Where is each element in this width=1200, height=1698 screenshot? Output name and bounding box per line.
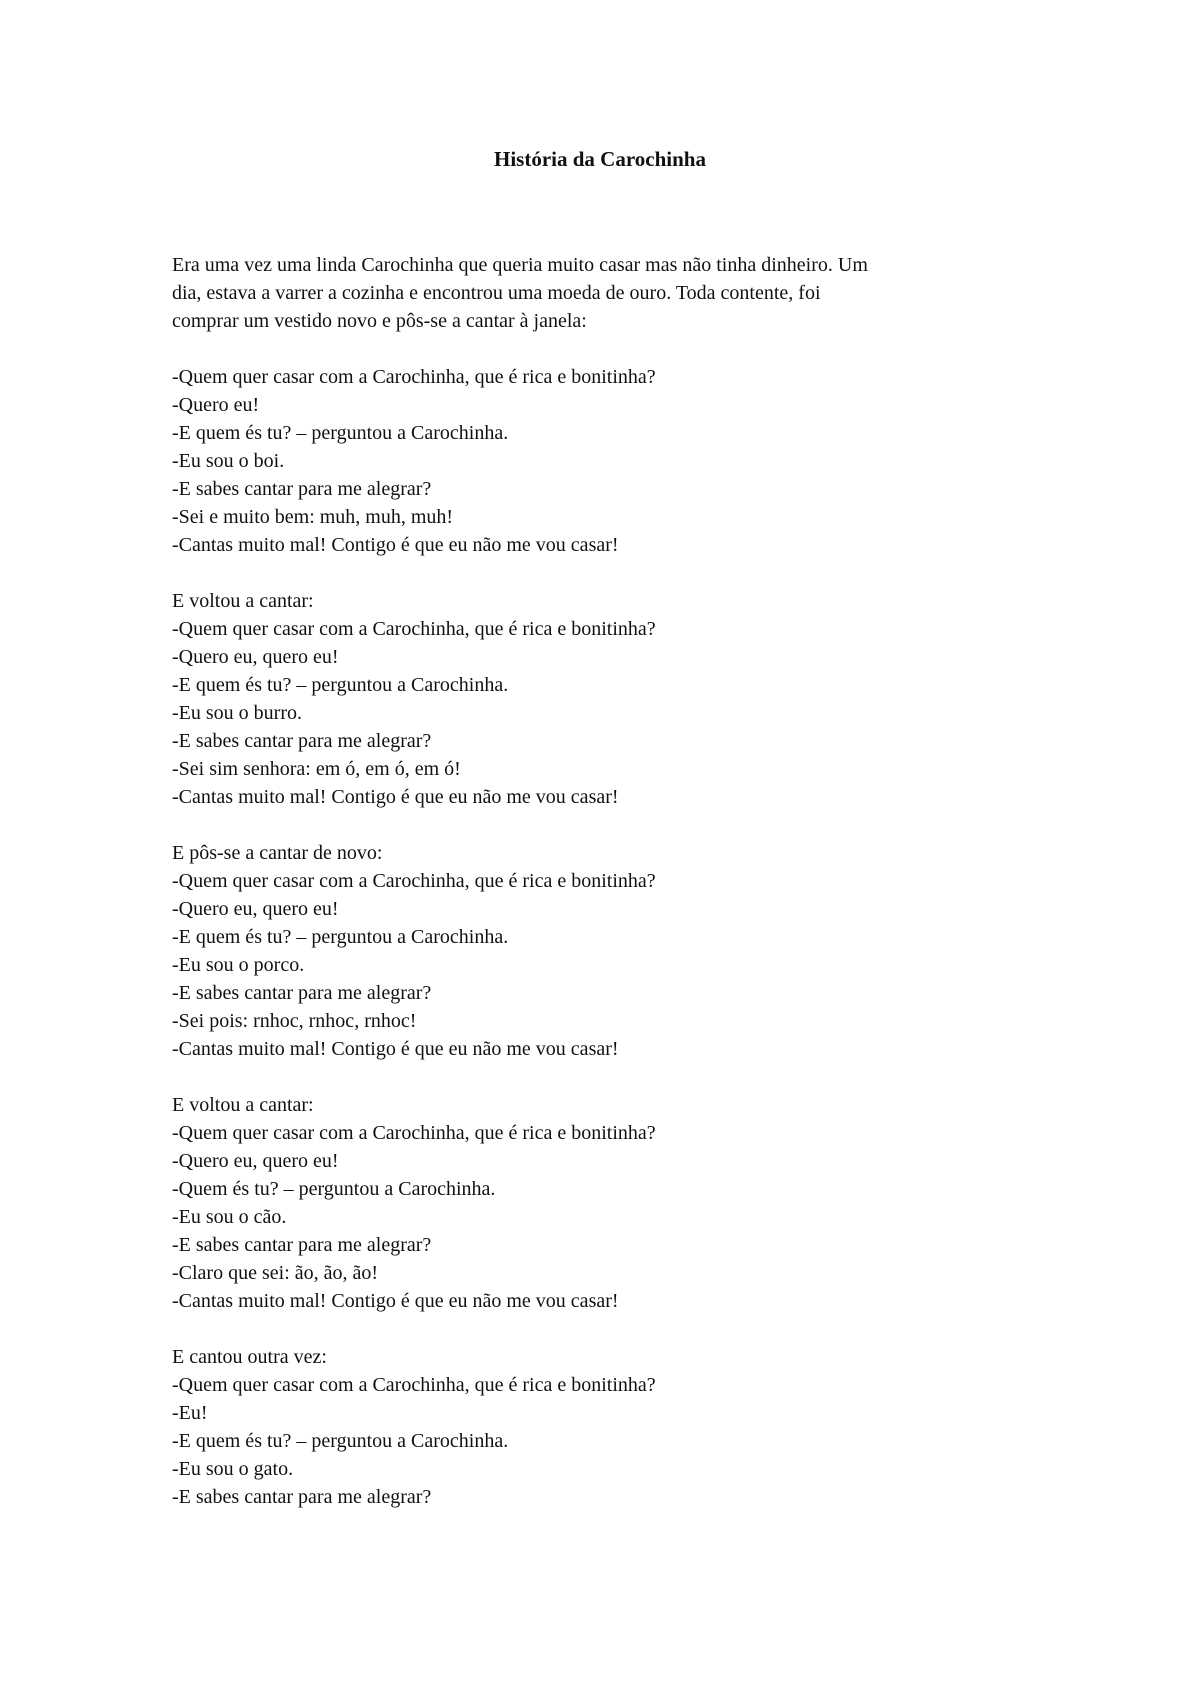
text-line: E voltou a cantar:	[172, 590, 314, 612]
text-line: -Sei e muito bem: muh, muh, muh!	[172, 506, 454, 528]
text-line: -Quem quer casar com a Carochinha, que é rica e bonitinha?	[172, 618, 656, 640]
text-line: -E sabes cantar para me alegrar?	[172, 478, 432, 500]
text-line: -E quem és tu? – perguntou a Carochinha.	[172, 422, 509, 444]
text-line: -Eu sou o cão.	[172, 1206, 287, 1228]
text-line: -E sabes cantar para me alegrar?	[172, 1486, 432, 1508]
text-line: -Quem és tu? – perguntou a Carochinha.	[172, 1178, 496, 1200]
text-line: -E quem és tu? – perguntou a Carochinha.	[172, 674, 509, 696]
document-body	[172, 251, 1052, 1539]
text-line: -Quem quer casar com a Carochinha, que é rica e bonitinha?	[172, 1122, 656, 1144]
text-line: Era uma vez uma linda Carochinha que queria muito casar mas não tinha dinheiro. Um	[172, 254, 868, 276]
text-line: -Cantas muito mal! Contigo é que eu não me vou casar!	[172, 786, 619, 808]
text-line: -Quero eu, quero eu!	[172, 898, 339, 920]
text-line: -Eu sou o porco.	[172, 954, 305, 976]
text-line: -Quero eu, quero eu!	[172, 646, 339, 668]
text-line: -Quem quer casar com a Carochinha, que é rica e bonitinha?	[172, 366, 656, 388]
text-line: -Quero eu, quero eu!	[172, 1150, 339, 1172]
text-line: -E quem és tu? – perguntou a Carochinha.	[172, 926, 509, 948]
intro-paragraph	[172, 251, 1052, 335]
text-line: -Cantas muito mal! Contigo é que eu não me vou casar!	[172, 1290, 619, 1312]
text-line: -Eu sou o gato.	[172, 1458, 294, 1480]
text-line: -Sei pois: rnhoc, rnhoc, rnhoc!	[172, 1010, 417, 1032]
text-line: -Sei sim senhora: em ó, em ó, em ó!	[172, 758, 461, 780]
text-line: -Quero eu!	[172, 394, 260, 416]
text-line: -Claro que sei: ão, ão, ão!	[172, 1262, 379, 1284]
text-line: -E sabes cantar para me alegrar?	[172, 1234, 432, 1256]
text-line: -Cantas muito mal! Contigo é que eu não me vou casar!	[172, 534, 619, 556]
text-line: -Quem quer casar com a Carochinha, que é rica e bonitinha?	[172, 870, 656, 892]
text-line: -Quem quer casar com a Carochinha, que é rica e bonitinha?	[172, 1374, 656, 1396]
text-line: -E quem és tu? – perguntou a Carochinha.	[172, 1430, 509, 1452]
stanza-boi	[172, 363, 1052, 559]
stanza-porco	[172, 839, 1052, 1063]
text-line: -E sabes cantar para me alegrar?	[172, 730, 432, 752]
document-title: História da Carochinha	[494, 147, 706, 171]
text-line: E pôs-se a cantar de novo:	[172, 842, 383, 864]
text-line: E cantou outra vez:	[172, 1346, 327, 1368]
text-line: -Eu sou o boi.	[172, 450, 285, 472]
stanza-cao	[172, 1091, 1052, 1315]
text-line: dia, estava a varrer a cozinha e encontrou uma moeda de ouro. Toda contente, foi	[172, 282, 821, 304]
text-line: comprar um vestido novo e pôs-se a cantar à janela:	[172, 310, 587, 332]
text-line: -Eu sou o burro.	[172, 702, 302, 724]
text-line: -Eu!	[172, 1402, 208, 1424]
text-line: -E sabes cantar para me alegrar?	[172, 982, 432, 1004]
stanza-burro	[172, 587, 1052, 811]
stanza-gato	[172, 1343, 1052, 1511]
text-line: -Cantas muito mal! Contigo é que eu não me vou casar!	[172, 1038, 619, 1060]
text-line: E voltou a cantar:	[172, 1094, 314, 1116]
